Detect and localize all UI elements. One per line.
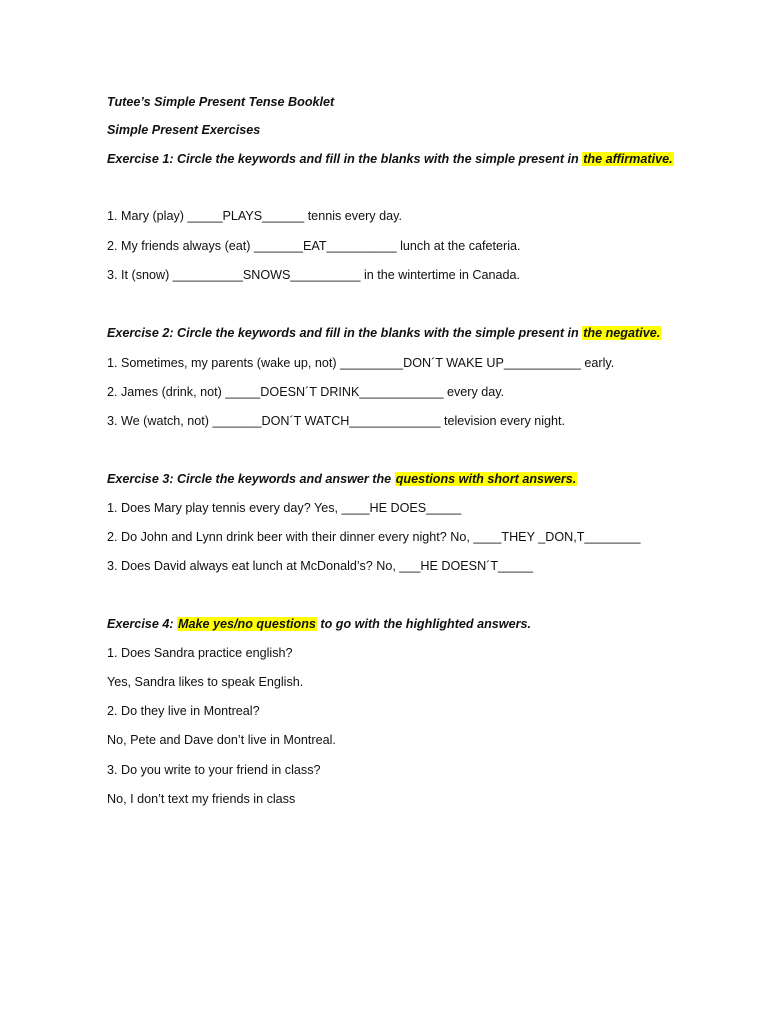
section-subtitle: Simple Present Exercises [107, 123, 261, 137]
exercise-4-question-3: 3. Do you write to your friend in class? [107, 763, 321, 777]
exercise-1-item-1: 1. Mary (play) _____PLAYS______ tennis every day. [107, 209, 402, 223]
exercise-1-item-2: 2. My friends always (eat) _______EAT__________ lunch at the cafeteria. [107, 239, 521, 253]
exercise-3-highlight: questions with short answers. [395, 472, 577, 486]
exercise-1-item-3: 3. It (snow) __________SNOWS__________ in the wintertime in Canada. [107, 268, 521, 282]
exercise-2-item-2: 2. James (drink, not) _____DOESN´T DRINK____________ every day. [107, 385, 505, 399]
exercise-2-item-3: 3. We (watch, not) _______DON´T WATCH_____________ television every night. [107, 414, 566, 428]
exercise-3-heading-text: Exercise 3: Circle the keywords and answer the [107, 472, 395, 486]
exercise-3-item-1: 1. Does Mary play tennis every day? Yes, ____HE DOES_____ [107, 501, 462, 515]
exercise-4-heading [107, 616, 531, 632]
booklet-title: Tutee’s Simple Present Tense Booklet [107, 95, 335, 109]
exercise-2-heading-text: Exercise 2: Circle the keywords and fill in the blanks with the simple present in [107, 326, 583, 340]
exercise-4-answer-2: No, Pete and Dave don’t live in Montreal. [107, 733, 336, 747]
exercise-3-item-2: 2. Do John and Lynn drink beer with their dinner every night? No, ____THEY _DON,T________ [107, 530, 641, 544]
exercise-4-heading-prefix: Exercise 4: [107, 617, 178, 631]
exercise-4-question-1: 1. Does Sandra practice english? [107, 646, 293, 660]
exercise-1-heading-text: Exercise 1: Circle the keywords and fill in the blanks with the simple present in [107, 152, 583, 166]
exercise-2-heading [107, 325, 661, 341]
exercise-3-heading [107, 471, 577, 487]
exercise-4-heading-suffix: to go with the highlighted answers. [316, 617, 531, 631]
exercise-4-answer-1: Yes, Sandra likes to speak English. [107, 675, 304, 689]
exercise-2-highlight: the negative. [583, 326, 661, 340]
exercise-1-highlight: the affirmative. [583, 152, 673, 166]
exercise-1-heading [107, 151, 674, 167]
exercise-4-answer-3: No, I don’t text my friends in class [107, 792, 296, 806]
exercise-4-question-2: 2. Do they live in Montreal? [107, 704, 260, 718]
exercise-3-item-3: 3. Does David always eat lunch at McDonald’s? No, ___HE DOESN´T_____ [107, 559, 534, 573]
exercise-2-item-1: 1. Sometimes, my parents (wake up, not) _________DON´T WAKE UP___________ early. [107, 356, 615, 370]
exercise-4-highlight: Make yes/no questions [178, 617, 316, 631]
